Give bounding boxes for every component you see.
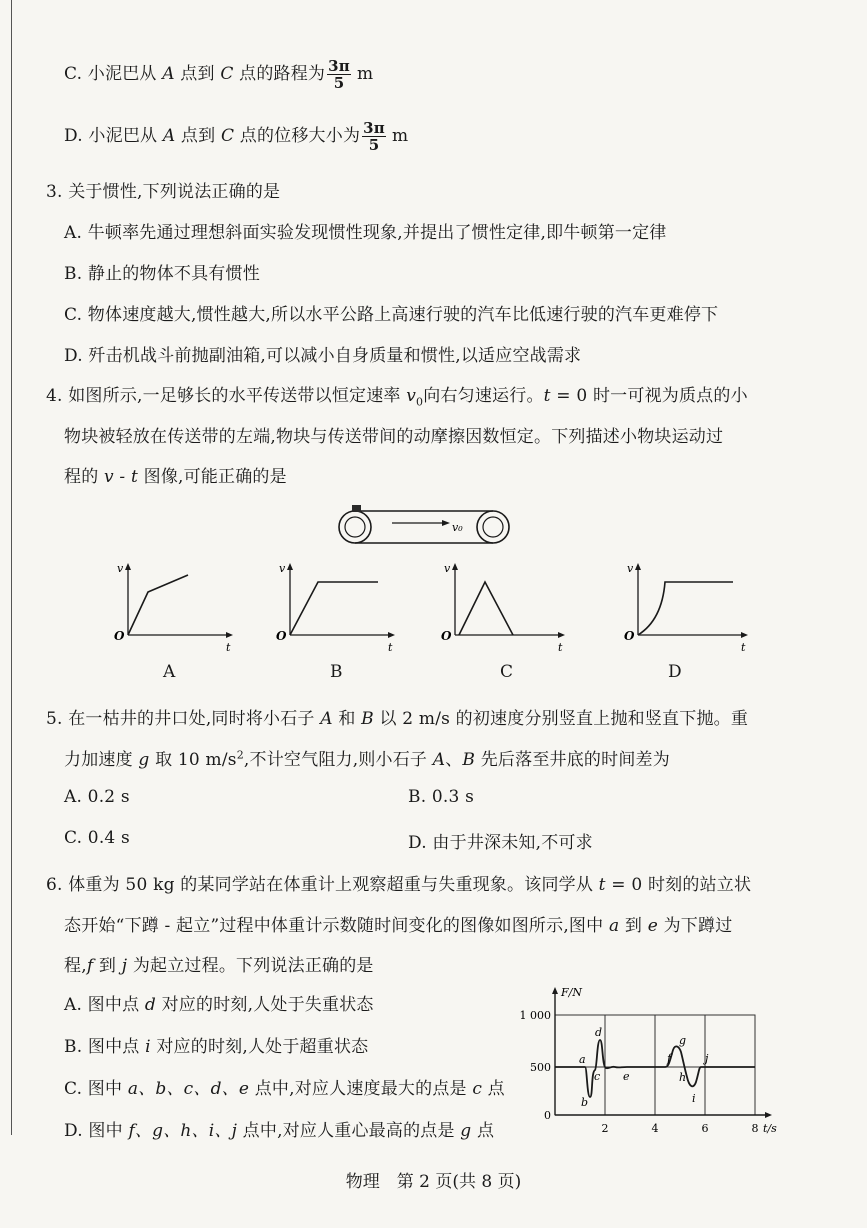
q3-option-d: D. 歼击机战斗前抛副油箱,可以减小自身质量和惯性,以适应空战需求	[64, 346, 582, 366]
origin-label: O	[114, 629, 125, 643]
ft-xtick-4: 4	[651, 1122, 659, 1135]
axis-t-label: t	[558, 641, 563, 654]
vt-line-a	[128, 575, 188, 635]
vt-line-b	[290, 582, 378, 635]
ft-point-f: f	[667, 1052, 672, 1065]
q6-stem-line1: 6. 体重为 50 kg 的某同学站在体重计上观察超重与失重现象。该同学从 t = 0 时刻的站立状	[46, 875, 752, 895]
q6-option-c: C. 图中 a、b、c、d、e 点中,对应人速度最大的点是 c 点	[64, 1079, 505, 1099]
belt-left-wheel	[339, 511, 371, 543]
axis-v-label: v	[117, 562, 124, 575]
ft-point-d: d	[595, 1026, 603, 1039]
force-time-graph	[515, 982, 790, 1137]
axis-t-label: t	[226, 641, 231, 654]
q6-option-a: A. 图中点 d 对应的时刻,人处于失重状态	[64, 995, 374, 1015]
q5-stem-line2: 力加速度 g 取 10 $m/s^2$,不计空气阻力,则小石子 A、B 先后落至井底的时间差为	[64, 748, 670, 770]
conveyor-belt-figure	[330, 505, 520, 550]
ft-xlabel: t/s	[763, 1122, 777, 1135]
q2-option-d: D. 小泥巴从 A 点到 C 点的位移大小为 $\frac{3\pi}{5}$ m	[64, 119, 409, 154]
fraction-3pi-over-5: $\frac{3\pi}{5}$	[363, 119, 385, 154]
axis-v-label: v	[279, 562, 286, 575]
margin-line	[11, 0, 12, 1135]
ft-ytick-500: 500	[530, 1061, 551, 1074]
q5-option-d: D. 由于井深未知,不可求	[408, 833, 593, 853]
axis-v-label: v	[627, 562, 634, 575]
velocity-arrowhead	[442, 520, 450, 526]
ft-point-b: b	[581, 1096, 589, 1109]
belt-right-wheel	[477, 511, 509, 543]
belt-right-wheel-inner	[483, 517, 503, 537]
origin-label: O	[276, 629, 287, 643]
ft-xtick-2: 2	[601, 1122, 609, 1135]
q4-stem-line1: 4. 如图所示,一足够长的水平传送带以恒定速率 $v_0$向右匀速运行。t = 0 时一可视为质点的小	[46, 386, 748, 409]
q6-stem-line3: 程,f 到 j 为起立过程。下列说法正确的是	[64, 956, 374, 976]
q2-option-c: C. 小泥巴从 A 点到 C 点的路程为 $\frac{3\pi}{5}$ m	[64, 57, 374, 92]
origin-label: O	[624, 629, 635, 643]
block	[352, 505, 361, 512]
vt-line-c	[459, 582, 513, 635]
q3-stem: 3. 关于惯性,下列说法正确的是	[46, 182, 281, 202]
q5-stem-line1: 5. 在一枯井的井口处,同时将小石子 A 和 B 以 2 m/s 的初速度分别竖直上抛和竖直下抛。重	[46, 709, 749, 729]
q6-option-b: B. 图中点 i 对应的时刻,人处于超重状态	[64, 1037, 369, 1057]
ft-point-i: i	[692, 1092, 696, 1105]
ft-point-h: h	[679, 1071, 687, 1084]
q3-option-a: A. 牛顿率先通过理想斜面实验发现惯性现象,并提出了惯性定律,即牛顿第一定律	[64, 223, 667, 243]
axis-t-label: t	[741, 641, 746, 654]
belt-v0-label: v₀	[452, 521, 463, 534]
ft-ytick-1000: 1 000	[519, 1009, 551, 1022]
vt-graph-d	[618, 560, 753, 655]
ft-point-e: e	[623, 1070, 630, 1083]
ft-point-a: a	[579, 1053, 586, 1066]
vt-graph-b	[270, 560, 400, 655]
page-footer: 物理 第 2 页(共 8 页)	[345, 1172, 522, 1192]
graph-label-c: C	[500, 662, 514, 682]
vt-graph-a	[108, 560, 238, 655]
ft-ylabel: F/N	[561, 986, 582, 999]
vt-line-d	[638, 582, 733, 635]
graph-label-b: B	[330, 662, 343, 682]
q5-option-a: A. 0.2 s	[64, 787, 130, 807]
q5-option-c: C. 0.4 s	[64, 828, 130, 848]
q3-option-c: C. 物体速度越大,惯性越大,所以水平公路上高速行驶的汽车比低速行驶的汽车更难停下	[64, 305, 719, 325]
origin-label: O	[441, 629, 452, 643]
q6-stem-line2: 态开始“下蹲 - 起立”过程中体重计示数随时间变化的图像如图所示,图中 a 到 e 为下蹲过	[64, 916, 733, 936]
ft-point-c: c	[594, 1070, 601, 1083]
axis-v-label: v	[444, 562, 451, 575]
q4-stem-line2: 物块被轻放在传送带的左端,物块与传送带间的动摩擦因数恒定。下列描述小物块运动过	[64, 427, 724, 447]
axis-t-label: t	[388, 641, 393, 654]
ft-point-g: g	[679, 1034, 687, 1047]
graph-label-a: A	[163, 662, 176, 682]
ft-ytick-0: 0	[544, 1109, 551, 1122]
q3-option-b: B. 静止的物体不具有惯性	[64, 264, 260, 284]
ft-xtick-8: 8	[751, 1122, 759, 1135]
fraction-3pi-over-5: $\frac{3\pi}{5}$	[328, 57, 350, 92]
vt-graph-c	[435, 560, 570, 655]
graph-label-d: D	[668, 662, 682, 682]
q6-option-d: D. 图中 f、g、h、i、j 点中,对应人重心最高的点是 g 点	[64, 1121, 495, 1141]
belt-left-wheel-inner	[345, 517, 365, 537]
q5-option-b: B. 0.3 s	[408, 787, 475, 807]
ft-xtick-6: 6	[701, 1122, 709, 1135]
ft-point-j: j	[705, 1052, 709, 1065]
q4-stem-line3: 程的 v - t 图像,可能正确的是	[64, 467, 287, 487]
